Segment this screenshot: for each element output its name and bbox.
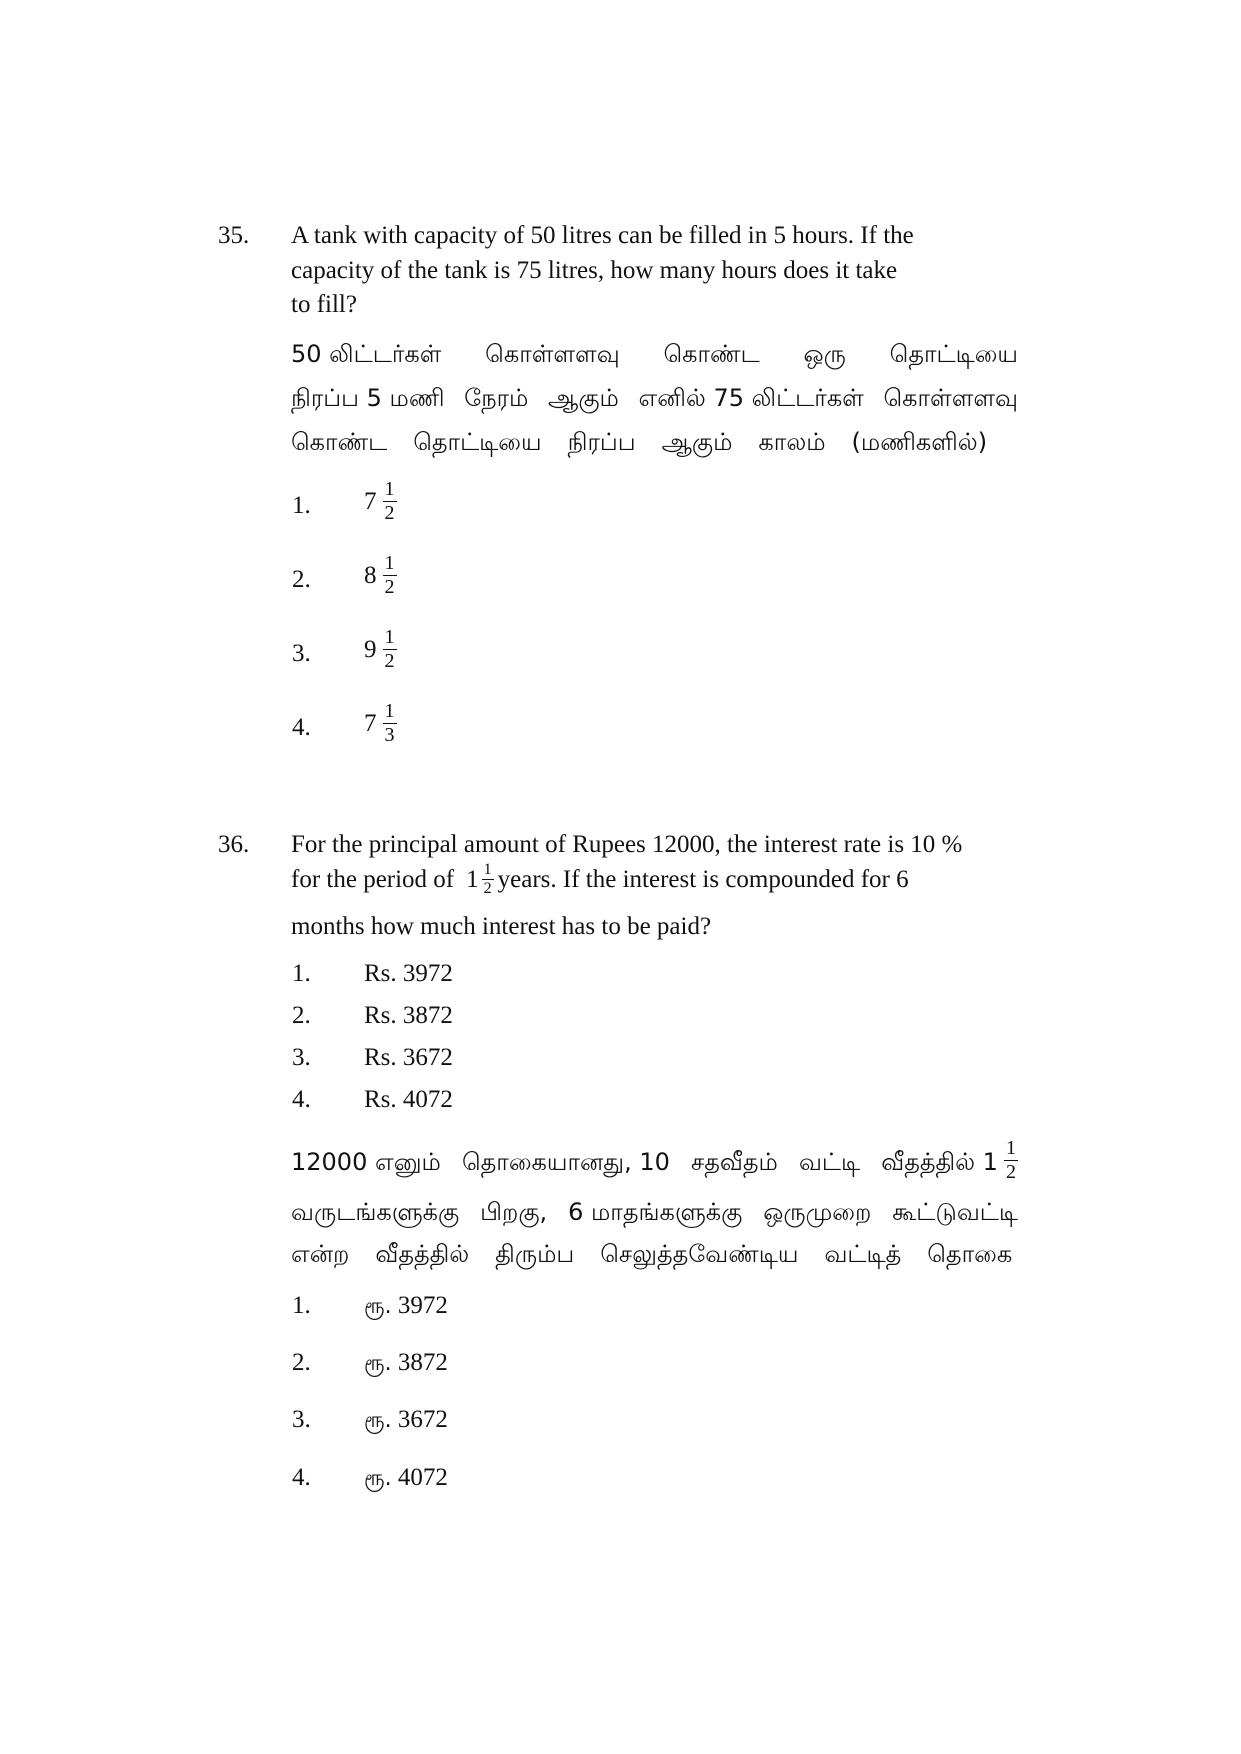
tamil-word: 12000 எனும் — [291, 1148, 441, 1176]
q36-option-2-value: Rs. 3872 — [364, 1002, 453, 1029]
numerator: 1 — [384, 552, 395, 574]
whole-part: 7 — [364, 487, 377, 515]
question-35-tamil-line-1 — [291, 340, 1018, 371]
whole-part: 7 — [364, 709, 377, 737]
tamil-word: எனில் 75 லிட்டர்கள் — [638, 384, 864, 412]
q35-option-2-value — [364, 552, 397, 599]
tamil-word: 50 லிட்டர்கள் — [291, 340, 442, 368]
tamil-word: ஆகும் — [661, 428, 733, 456]
question-35-english-line-2: capacity of the tank is 75 litres, how many hours does it take — [291, 257, 898, 284]
tamil-word: தொகை — [927, 1240, 1013, 1268]
numerator: 1 — [384, 700, 395, 722]
fraction — [383, 478, 397, 525]
numerator: 1 — [1005, 1137, 1016, 1159]
q35-option-1-number: 1. — [292, 492, 311, 519]
denominator: 3 — [384, 724, 395, 746]
question-36-english-line-2 — [291, 861, 909, 898]
rupee-prefix: ரூ. — [364, 1466, 392, 1491]
q35-option-3-number: 3. — [292, 640, 311, 667]
q36-ta-option-3-value — [364, 1406, 448, 1436]
tamil-word: நேரம் — [464, 384, 529, 412]
numerator: 1 — [384, 626, 395, 648]
whole-part: 1 — [466, 865, 479, 893]
tamil-word: 6 மாதங்களுக்கு — [568, 1198, 743, 1226]
q36-option-2-number: 2. — [292, 1002, 311, 1029]
tamil-word: தொகையானது, 10 — [461, 1148, 670, 1176]
question-35-tamil-line-2 — [291, 384, 1018, 415]
q36-ta-option-1-number: 1. — [292, 1292, 311, 1319]
tamil-word: நிரப்ப 5 மணி — [291, 384, 445, 412]
tamil-word: செலுத்தவேண்டிய — [600, 1240, 799, 1268]
english-text: for the period of — [291, 865, 455, 893]
question-36-number: 36. — [218, 831, 250, 858]
tamil-word: கூட்டுவட்டி — [892, 1198, 1018, 1226]
fraction — [383, 552, 397, 599]
question-36-tamil-line-1 — [291, 1137, 1018, 1184]
question-35-number: 35. — [218, 222, 250, 249]
amount: 3672 — [397, 1406, 448, 1433]
tamil-word: நிரப்ப — [567, 428, 636, 456]
question-35-tamil-line-3 — [291, 428, 1018, 459]
denominator: 2 — [384, 576, 395, 598]
tamil-word: தொட்டியை — [413, 428, 542, 456]
question-36-tamil-line-2 — [291, 1198, 1018, 1229]
q36-ta-option-1-value — [364, 1292, 448, 1322]
tamil-word: கொள்ளளவு — [883, 384, 1018, 412]
tamil-word: ஒரு — [803, 340, 846, 368]
tamil-word: கொண்ட — [291, 428, 388, 456]
tamil-word: (மணிகளில்) — [851, 428, 988, 456]
q36-ta-option-4-value — [364, 1464, 448, 1494]
q35-option-1-value — [364, 478, 397, 525]
tamil-word: காலம் — [758, 428, 826, 456]
question-35-english-line-1: A tank with capacity of 50 litres can be filled in 5 hours. If the — [291, 222, 914, 249]
q36-ta-option-2-number: 2. — [292, 1349, 311, 1376]
amount: 3872 — [397, 1349, 448, 1376]
question-36-tamil-line-3 — [291, 1240, 1018, 1271]
tamil-word: ஆகும் — [547, 384, 619, 412]
tamil-word: பிறகு, — [480, 1198, 548, 1226]
denominator: 2 — [483, 880, 492, 897]
fraction — [482, 861, 494, 898]
tamil-word: கொண்ட — [663, 340, 760, 368]
whole-part: 9 — [364, 635, 377, 663]
q35-option-4-value — [364, 700, 397, 747]
fraction — [1004, 1137, 1018, 1184]
denominator: 2 — [1005, 1161, 1016, 1183]
tamil-word: கொள்ளளவு — [485, 340, 620, 368]
q36-option-1-value: Rs. 3972 — [364, 960, 453, 987]
tamil-word: வருடங்களுக்கு — [291, 1198, 460, 1226]
amount: 4072 — [397, 1464, 448, 1491]
q36-ta-option-2-value — [364, 1349, 448, 1379]
rupee-prefix: ரூ. — [364, 1351, 392, 1376]
tamil-word: வீதத்தில் 1 — [881, 1148, 998, 1176]
q36-option-1-number: 1. — [292, 960, 311, 987]
denominator: 2 — [384, 650, 395, 672]
rupee-prefix: ரூ. — [364, 1408, 392, 1433]
tamil-word: ஒருமுறை — [763, 1198, 872, 1226]
question-36-english-line-1: For the principal amount of Rupees 12000, the interest rate is 10 % — [291, 831, 963, 858]
q36-option-4-number: 4. — [292, 1086, 311, 1113]
tamil-word: சதவீதம் — [691, 1148, 778, 1176]
tamil-word: வட்டித் — [824, 1240, 902, 1268]
q35-option-3-value — [364, 626, 397, 673]
tamil-word: வட்டி — [798, 1148, 861, 1176]
q36-option-4-value: Rs. 4072 — [364, 1086, 453, 1113]
whole-part: 8 — [364, 561, 377, 589]
rupee-prefix: ரூ. — [364, 1294, 392, 1319]
q36-option-3-value: Rs. 3672 — [364, 1044, 453, 1071]
q36-option-3-number: 3. — [292, 1044, 311, 1071]
q35-option-2-number: 2. — [292, 566, 311, 593]
question-36-english-line-3: months how much interest has to be paid? — [291, 913, 712, 940]
numerator: 1 — [483, 861, 492, 878]
fraction — [383, 700, 397, 747]
english-text: years. If the interest is compounded for 6 — [497, 865, 909, 893]
tamil-word: வீதத்தில் — [375, 1240, 470, 1268]
q36-ta-option-4-number: 4. — [292, 1464, 311, 1491]
fraction — [383, 626, 397, 673]
tamil-word: திரும்ப — [495, 1240, 575, 1268]
tamil-word: என்ற — [291, 1240, 350, 1268]
amount: 3972 — [397, 1292, 448, 1319]
q36-ta-option-3-number: 3. — [292, 1406, 311, 1433]
numerator: 1 — [384, 478, 395, 500]
q35-option-4-number: 4. — [292, 714, 311, 741]
question-35-english-line-3: to fill? — [291, 291, 357, 318]
tamil-word: தொட்டியை — [889, 340, 1018, 368]
denominator: 2 — [384, 502, 395, 524]
